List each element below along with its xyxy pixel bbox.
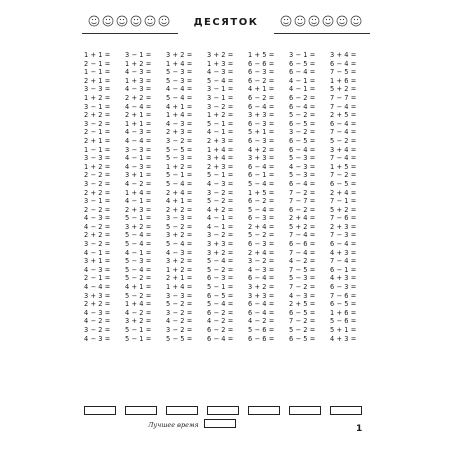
exercise-item: 3 − 1 = xyxy=(207,93,234,102)
exercise-item: 7 − 4 = xyxy=(289,231,316,240)
exercise-item: 6 − 4 = xyxy=(248,102,275,111)
exercise-item: 3 − 2 = xyxy=(84,240,111,249)
exercise-item: 2 + 3 = xyxy=(330,222,357,231)
exercise-item: 5 − 3 = xyxy=(166,68,193,77)
exercise-item: 2 + 2 = xyxy=(166,205,193,214)
exercise-item: 7 − 4 = xyxy=(330,102,357,111)
exercise-item: 7 − 2 = xyxy=(289,317,316,326)
exercise-item: 2 + 4 = xyxy=(166,188,193,197)
exercise-item: 5 − 4 = xyxy=(166,93,193,102)
exercise-item: 4 − 3 = xyxy=(125,68,152,77)
exercise-item: 5 − 2 = xyxy=(166,300,193,309)
exercise-item: 3 + 2 = xyxy=(207,248,234,257)
exercise-item: 4 − 4 = xyxy=(125,102,152,111)
exercise-item: 5 − 4 = xyxy=(166,240,193,249)
answer-time-box[interactable] xyxy=(84,406,116,415)
exercise-item: 7 − 2 = xyxy=(330,171,357,180)
exercise-item: 3 + 1 = xyxy=(125,171,152,180)
exercise-item: 7 − 4 = xyxy=(330,128,357,137)
exercise-item: 2 + 3 = xyxy=(125,205,152,214)
exercise-item: 6 − 4 = xyxy=(248,308,275,317)
exercise-item: 5 − 2 = xyxy=(125,274,152,283)
exercise-item: 6 − 4 = xyxy=(289,102,316,111)
exercise-item: 3 + 3 = xyxy=(207,240,234,249)
exercise-item: 3 − 3 = xyxy=(166,291,193,300)
page-number: 1 xyxy=(356,424,363,434)
exercise-item: 6 − 3 = xyxy=(207,274,234,283)
exercise-item: 4 − 1 = xyxy=(125,197,152,206)
exercise-item: 5 − 1 = xyxy=(125,334,152,343)
page-header xyxy=(0,12,452,38)
exercise-item: 6 − 6 = xyxy=(289,240,316,249)
exercise-item: 3 + 2 = xyxy=(166,257,193,266)
exercise-item: 3 − 1 = xyxy=(84,197,111,206)
exercise-item: 6 − 5 = xyxy=(289,136,316,145)
exercise-item: 4 − 3 = xyxy=(207,179,234,188)
exercise-item: 4 + 3 = xyxy=(330,334,357,343)
page-title: ДЕСЯТОК xyxy=(193,17,259,28)
exercise-item: 6 − 4 = xyxy=(248,162,275,171)
exercise-item: 2 + 4 = xyxy=(248,222,275,231)
exercise-item: 6 − 4 = xyxy=(289,179,316,188)
exercise-item: 4 − 2 = xyxy=(248,317,275,326)
exercise-item: 6 − 5 = xyxy=(289,119,316,128)
exercise-item: 1 + 3 = xyxy=(207,59,234,68)
exercise-item: 4 + 2 = xyxy=(207,205,234,214)
exercise-item: 4 + 1 = xyxy=(125,283,152,292)
exercise-item: 7 − 5 = xyxy=(289,265,316,274)
exercise-item: 6 − 5 = xyxy=(330,179,357,188)
exercise-item: 3 + 2 = xyxy=(207,51,234,59)
exercise-item: 6 − 2 = xyxy=(289,93,316,102)
exercise-item: 5 − 4 = xyxy=(125,265,152,274)
exercise-item: 4 − 1 = xyxy=(207,128,234,137)
exercise-item: 3 + 2 = xyxy=(166,51,193,59)
exercise-item: 1 + 6 = xyxy=(330,308,357,317)
exercise-item: 3 − 2 = xyxy=(84,179,111,188)
exercise-item: 2 + 4 = xyxy=(330,188,357,197)
exercise-item: 7 − 7 = xyxy=(289,197,316,206)
exercise-item: 4 − 4 = xyxy=(84,283,111,292)
exercise-item: 6 − 4 = xyxy=(248,300,275,309)
exercise-item: 1 + 2 = xyxy=(166,162,193,171)
exercise-item: 6 − 1 = xyxy=(248,171,275,180)
exercise-item: 1 + 4 = xyxy=(166,283,193,292)
exercise-item: 4 − 1 = xyxy=(289,85,316,94)
exercise-item: 5 − 2 = xyxy=(248,231,275,240)
exercise-item: 1 + 4 = xyxy=(125,188,152,197)
exercise-item: 2 + 4 = xyxy=(289,214,316,223)
exercise-item: 2 + 1 = xyxy=(125,111,152,120)
exercise-item: 7 − 6 = xyxy=(330,214,357,223)
exercise-item: 2 + 3 = xyxy=(207,136,234,145)
exercise-item: 6 − 2 = xyxy=(248,197,275,206)
answer-time-box[interactable] xyxy=(125,406,157,415)
exercise-column xyxy=(84,51,124,343)
exercise-item: 2 + 5 = xyxy=(330,111,357,120)
exercise-item: 5 − 5 = xyxy=(166,334,193,343)
exercise-item: 5 − 4 = xyxy=(207,257,234,266)
exercise-item: 2 + 2 = xyxy=(84,188,111,197)
exercise-item: 4 − 1 = xyxy=(125,248,152,257)
exercise-item: 4 − 2 = xyxy=(84,317,111,326)
exercise-item: 2 + 1 = xyxy=(84,136,111,145)
exercise-item: 6 − 3 = xyxy=(248,136,275,145)
exercise-item: 1 + 1 = xyxy=(125,119,152,128)
exercise-item: 3 + 3 = xyxy=(248,291,275,300)
exercise-item: 5 − 6 = xyxy=(330,317,357,326)
exercise-item: 3 − 2 = xyxy=(207,102,234,111)
exercise-item: 6 − 3 = xyxy=(248,68,275,77)
exercise-item: 3 − 2 = xyxy=(166,308,193,317)
exercise-item: 1 + 6 = xyxy=(330,76,357,85)
exercise-item: 3 − 2 = xyxy=(248,257,275,266)
exercise-item: 7 − 4 = xyxy=(330,154,357,163)
exercise-item: 5 − 1 = xyxy=(207,119,234,128)
exercise-item: 2 − 1 = xyxy=(84,274,111,283)
exercise-item: 4 + 3 = xyxy=(330,248,357,257)
exercise-item: 5 − 2 = xyxy=(125,291,152,300)
exercise-item: 6 − 3 = xyxy=(248,119,275,128)
exercise-item: 6 − 1 = xyxy=(330,265,357,274)
exercise-item: 6 − 5 = xyxy=(289,334,316,343)
exercise-item: 6 − 2 = xyxy=(248,93,275,102)
exercise-item: 3 − 3 = xyxy=(125,145,152,154)
exercise-item: 3 + 2 = xyxy=(125,317,152,326)
exercise-item: 3 − 1 = xyxy=(289,51,316,59)
exercise-item: 5 + 2 = xyxy=(330,85,357,94)
exercise-item: 3 − 2 = xyxy=(207,231,234,240)
exercise-item: 4 − 3 = xyxy=(289,291,316,300)
exercise-item: 3 − 2 = xyxy=(289,128,316,137)
exercise-item: 3 + 1 = xyxy=(84,257,111,266)
exercise-item: 5 − 3 = xyxy=(166,76,193,85)
exercise-item: 1 + 2 = xyxy=(125,59,152,68)
exercise-item: 7 − 1 = xyxy=(330,197,357,206)
exercise-item: 7 − 7 = xyxy=(330,93,357,102)
exercise-item: 1 + 2 = xyxy=(207,111,234,120)
exercise-item: 2 + 2 = xyxy=(84,231,111,240)
exercise-item: 3 + 3 = xyxy=(248,154,275,163)
exercise-item: 4 − 3 = xyxy=(84,308,111,317)
exercise-item: 5 − 3 = xyxy=(125,257,152,266)
exercise-item: 5 + 1 = xyxy=(248,128,275,137)
exercise-item: 6 − 2 = xyxy=(207,308,234,317)
exercise-item: 5 − 1 = xyxy=(207,283,234,292)
exercise-item: 6 − 4 = xyxy=(330,59,357,68)
exercise-item: 5 − 4 = xyxy=(125,231,152,240)
exercise-column xyxy=(207,51,247,343)
exercise-item: 3 − 2 = xyxy=(84,326,111,334)
exercise-item: 6 − 5 = xyxy=(330,300,357,309)
exercise-item: 5 − 2 = xyxy=(207,197,234,206)
exercise-item: 4 − 4 = xyxy=(166,85,193,94)
exercise-item: 5 − 2 = xyxy=(289,326,316,334)
answer-time-box[interactable] xyxy=(248,406,280,415)
exercise-item: 5 − 4 = xyxy=(166,179,193,188)
exercise-item: 3 + 4 = xyxy=(207,154,234,163)
exercise-item: 3 + 4 = xyxy=(330,145,357,154)
exercise-item: 4 − 1 = xyxy=(125,154,152,163)
exercise-item: 3 + 2 = xyxy=(125,222,152,231)
exercise-item: 2 − 1 = xyxy=(84,128,111,137)
exercise-item: 5 − 4 = xyxy=(207,76,234,85)
exercise-item: 5 − 1 = xyxy=(207,171,234,180)
exercise-item: 4 + 1 = xyxy=(248,85,275,94)
exercise-item: 1 − 1 = xyxy=(84,68,111,77)
exercise-item: 6 − 2 = xyxy=(207,326,234,334)
exercise-item: 4 − 3 = xyxy=(125,128,152,137)
exercise-item: 5 − 5 = xyxy=(166,145,193,154)
exercise-item: 4 − 3 = xyxy=(84,265,111,274)
exercise-item: 6 − 4 = xyxy=(330,119,357,128)
smiley-garland-left-icon xyxy=(86,12,176,30)
exercise-item: 3 + 2 = xyxy=(166,231,193,240)
exercise-item: 4 − 2 = xyxy=(289,257,316,266)
exercise-item: 5 − 4 = xyxy=(207,300,234,309)
exercise-item: 6 − 5 = xyxy=(289,59,316,68)
exercise-item: 5 − 4 = xyxy=(248,205,275,214)
exercise-item: 6 − 5 = xyxy=(289,308,316,317)
exercise-item: 4 + 3 = xyxy=(330,274,357,283)
exercise-column xyxy=(125,51,165,343)
exercise-item: 5 − 2 = xyxy=(289,111,316,120)
exercise-item: 6 − 2 = xyxy=(289,205,316,214)
exercise-item: 2 + 1 = xyxy=(166,274,193,283)
exercise-column xyxy=(330,51,370,343)
exercise-item: 2 − 1 = xyxy=(84,59,111,68)
exercise-item: 1 + 5 = xyxy=(248,188,275,197)
exercise-item: 7 − 3 = xyxy=(330,231,357,240)
exercise-item: 3 + 4 = xyxy=(330,51,357,59)
exercise-item: 6 − 6 = xyxy=(248,59,275,68)
exercise-item: 5 − 3 = xyxy=(289,171,316,180)
exercise-item: 4 − 2 = xyxy=(125,179,152,188)
answer-time-box[interactable] xyxy=(166,406,198,415)
exercise-item: 7 − 6 = xyxy=(330,291,357,300)
exercise-item: 4 − 2 = xyxy=(84,222,111,231)
exercise-item: 3 − 1 = xyxy=(84,102,111,111)
exercise-item: 4 − 3 = xyxy=(207,68,234,77)
exercise-item: 7 − 5 = xyxy=(330,68,357,77)
exercise-item: 4 + 2 = xyxy=(248,145,275,154)
exercise-item: 5 − 3 = xyxy=(289,154,316,163)
best-time-box[interactable] xyxy=(204,419,236,428)
answer-time-box[interactable] xyxy=(207,406,239,415)
exercise-item: 6 − 4 = xyxy=(207,334,234,343)
exercise-item: 7 − 2 = xyxy=(289,283,316,292)
exercise-item: 3 + 3 = xyxy=(84,291,111,300)
exercise-item: 3 − 2 = xyxy=(166,326,193,334)
exercise-item: 4 − 1 = xyxy=(289,76,316,85)
exercise-item: 6 − 3 = xyxy=(248,214,275,223)
exercise-item: 6 − 3 = xyxy=(330,283,357,292)
exercise-item: 1 + 5 = xyxy=(330,162,357,171)
header-rule-left xyxy=(82,33,178,34)
exercise-item: 4 − 3 = xyxy=(166,119,193,128)
exercise-item: 5 − 4 = xyxy=(125,240,152,249)
exercise-item: 1 + 2 = xyxy=(166,265,193,274)
exercise-item: 4 − 3 = xyxy=(125,85,152,94)
exercise-item: 1 + 3 = xyxy=(125,76,152,85)
exercise-item: 4 − 3 = xyxy=(289,162,316,171)
exercise-item: 3 − 3 = xyxy=(84,85,111,94)
exercise-item: 6 − 4 = xyxy=(289,145,316,154)
exercise-item: 6 − 3 = xyxy=(248,240,275,249)
exercise-item: 4 − 3 = xyxy=(84,214,111,223)
exercise-item: 4 + 1 = xyxy=(166,197,193,206)
exercise-item: 2 + 5 = xyxy=(289,300,316,309)
exercise-item: 2 − 2 = xyxy=(84,205,111,214)
exercise-item: 5 − 2 = xyxy=(207,265,234,274)
exercise-item: 6 − 4 = xyxy=(248,274,275,283)
exercise-item: 5 + 2 = xyxy=(330,205,357,214)
smiley-garland-right-icon xyxy=(278,12,368,30)
exercise-item: 5 + 1 = xyxy=(330,326,357,334)
exercise-item: 3 − 2 = xyxy=(84,119,111,128)
exercise-item: 7 − 4 = xyxy=(289,248,316,257)
exercise-item: 3 − 3 = xyxy=(84,154,111,163)
exercise-item: 6 − 4 = xyxy=(330,240,357,249)
exercise-item: 3 − 3 = xyxy=(166,214,193,223)
exercise-item: 4 − 3 = xyxy=(166,248,193,257)
exercise-item: 5 − 2 = xyxy=(330,136,357,145)
exercise-item: 2 + 2 = xyxy=(84,111,111,120)
exercise-item: 4 − 1 = xyxy=(207,214,234,223)
exercise-item: 2 + 3 = xyxy=(166,128,193,137)
answer-time-box[interactable] xyxy=(289,406,321,415)
exercise-item: 3 − 2 = xyxy=(207,188,234,197)
exercise-item: 5 − 2 = xyxy=(166,222,193,231)
exercise-item: 1 + 4 = xyxy=(166,59,193,68)
exercise-item: 4 − 3 = xyxy=(125,162,152,171)
exercise-item: 4 − 2 = xyxy=(166,317,193,326)
exercise-column xyxy=(248,51,288,343)
exercise-item: 4 − 1 = xyxy=(84,248,111,257)
exercise-item: 5 + 2 = xyxy=(289,222,316,231)
exercise-item: 5 − 1 = xyxy=(166,171,193,180)
exercise-item: 2 + 3 = xyxy=(207,162,234,171)
exercise-item: 4 − 3 = xyxy=(248,265,275,274)
exercise-item: 2 + 1 = xyxy=(84,76,111,85)
exercise-item: 5 − 6 = xyxy=(248,326,275,334)
exercise-item: 5 − 3 = xyxy=(166,154,193,163)
exercise-item: 3 + 2 = xyxy=(248,283,275,292)
exercise-item: 4 − 4 = xyxy=(125,136,152,145)
header-rule-right xyxy=(274,33,370,34)
exercise-item: 6 − 5 = xyxy=(207,291,234,300)
exercise-item: 5 − 1 = xyxy=(125,214,152,223)
exercise-item: 3 − 2 = xyxy=(166,136,193,145)
exercise-item: 4 − 3 = xyxy=(84,334,111,343)
exercise-item: 5 − 4 = xyxy=(248,179,275,188)
exercise-item: 1 − 1 = xyxy=(84,145,111,154)
best-time-label: Лучшее время xyxy=(148,421,199,429)
exercise-item: 3 − 1 = xyxy=(125,51,152,59)
exercise-item: 7 − 4 = xyxy=(330,257,357,266)
exercise-column xyxy=(289,51,329,343)
exercise-item: 1 + 4 = xyxy=(207,145,234,154)
exercise-item: 5 − 1 = xyxy=(125,326,152,334)
exercise-item: 2 − 2 = xyxy=(84,171,111,180)
exercise-item: 6 − 6 = xyxy=(248,334,275,343)
exercise-column xyxy=(166,51,206,343)
exercise-item: 1 + 4 = xyxy=(125,300,152,309)
exercise-item: 3 − 1 = xyxy=(207,85,234,94)
exercise-item: 1 + 1 = xyxy=(84,51,111,59)
exercise-item: 6 − 2 = xyxy=(248,76,275,85)
exercise-item: 4 − 1 = xyxy=(207,222,234,231)
exercise-item: 7 − 2 = xyxy=(289,188,316,197)
exercise-item: 3 + 3 = xyxy=(248,111,275,120)
exercise-item: 1 + 5 = xyxy=(248,51,275,59)
exercise-item: 1 + 2 = xyxy=(84,162,111,171)
exercise-item: 5 − 3 = xyxy=(289,274,316,283)
exercise-item: 2 + 2 = xyxy=(84,300,111,309)
exercise-item: 1 + 4 = xyxy=(166,111,193,120)
exercise-item: 6 − 4 = xyxy=(289,68,316,77)
exercise-item: 4 − 2 = xyxy=(125,308,152,317)
exercise-item: 2 + 2 = xyxy=(125,93,152,102)
exercise-item: 4 − 2 = xyxy=(207,317,234,326)
exercise-item: 1 + 2 = xyxy=(84,93,111,102)
answer-time-box[interactable] xyxy=(330,406,362,415)
exercise-item: 2 + 4 = xyxy=(248,248,275,257)
exercise-item: 4 + 1 = xyxy=(166,102,193,111)
